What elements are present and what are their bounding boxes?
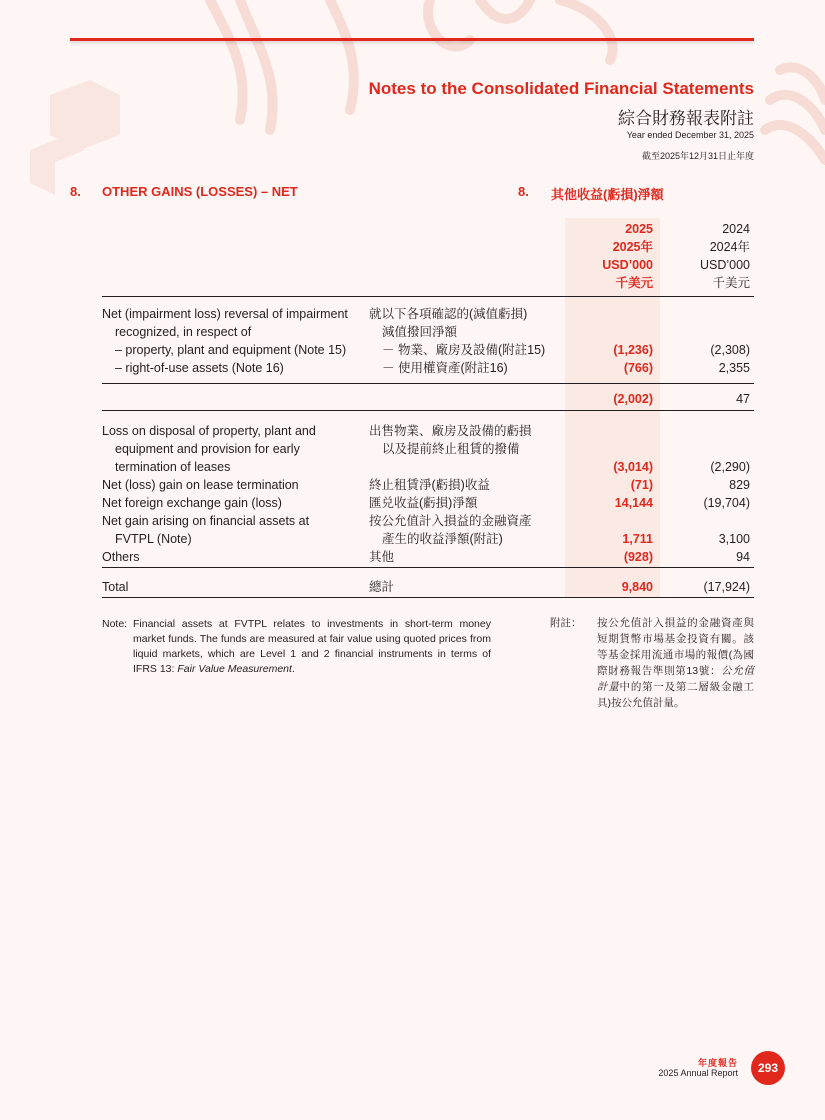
note-label-chinese: 附註： [550, 617, 582, 629]
current-value: 14,144 [614, 496, 653, 510]
table-row [0, 458, 825, 476]
current-value: (1,236) [613, 343, 653, 357]
row-label: – property, plant and equipment (Note 15) [115, 343, 347, 357]
current-year-header: 2025 [625, 222, 653, 236]
total-top-rule [102, 567, 754, 568]
row-label: – right-of-use assets (Note 16) [115, 361, 284, 375]
current-year-header-chinese: 2025年 [612, 240, 653, 254]
note-label: Note: [102, 618, 128, 630]
row-label: Loss on disposal of property, plant and [102, 424, 316, 438]
row-label: Net gain arising on financial assets at [102, 514, 310, 528]
total-row [0, 578, 825, 596]
period-label-chinese: 截至2025年12月31日止年度 [641, 151, 754, 161]
subtotal-rule [102, 410, 754, 411]
page-title: Notes to the Consolidated Financial Statements [368, 79, 754, 98]
table-row [0, 440, 825, 458]
prior-value: (2,290) [710, 460, 750, 474]
page-number-badge: 293 [751, 1051, 785, 1085]
row-label: Total [102, 580, 129, 594]
table-row [0, 341, 825, 359]
current-unit-header: USD’000 [602, 258, 653, 272]
subtotal-rule [102, 383, 754, 384]
row-label: recognized, in respect of [115, 325, 252, 339]
section-title-chinese: 其他收益(虧損)淨額 [551, 187, 664, 202]
note-text: Financial assets at FVTPL relates to investments in short-term money market funds. The funds are measured at fair value using quoted prices from liquid markets, which are Level 1 and 2 financial instruments in terms of IFRS 13: Fair Value Measurement. [133, 618, 491, 675]
table-row [0, 422, 825, 440]
footer-report-title: 2025 Annual Report [658, 1068, 738, 1078]
row-label: termination of leases [115, 460, 231, 474]
current-value: 9,840 [621, 580, 653, 594]
row-label-chinese: － 使用權資產(附註16) [382, 361, 508, 375]
header-rule [70, 38, 754, 41]
subtotal-row [0, 390, 825, 408]
prior-value: 2,355 [718, 361, 750, 375]
row-label-chinese: 按公允值計入損益的金融資產 [369, 514, 532, 528]
current-value: (766) [623, 361, 653, 375]
row-label-chinese: 出售物業、廠房及設備的虧損 [369, 424, 532, 438]
prior-value: 47 [736, 392, 750, 406]
prior-value: 3,100 [718, 532, 750, 546]
period-label: Year ended December 31, 2025 [626, 130, 754, 140]
section-title: OTHER GAINS (LOSSES) – NET [102, 184, 298, 199]
row-label-chinese: 其他 [369, 550, 395, 564]
current-value: (928) [623, 550, 653, 564]
prior-value: (19,704) [703, 496, 750, 510]
row-label-chinese: 終止租賃淨(虧損)收益 [369, 478, 490, 492]
footer-report-title-chinese: 年度報告 [697, 1058, 738, 1068]
row-label-chinese: 總計 [369, 580, 395, 594]
table-row [0, 476, 825, 494]
row-label-chinese: 匯兑收益(虧損)淨額 [369, 496, 478, 510]
prior-value: (2,308) [710, 343, 750, 357]
table-header-rule [102, 296, 754, 297]
table-row [0, 359, 825, 377]
section-number-chinese: 8. [518, 184, 529, 199]
prior-year-header-chinese: 2024年 [709, 240, 750, 254]
row-label-chinese: 產生的收益淨額(附註) [382, 532, 503, 546]
current-value: (3,014) [613, 460, 653, 474]
section-number: 8. [70, 184, 81, 199]
table-row [0, 512, 825, 530]
prior-value: 829 [729, 478, 750, 492]
row-label-chinese: － 物業、廠房及設備(附註15) [382, 343, 546, 357]
table-row [0, 494, 825, 512]
table-row [0, 548, 825, 566]
row-label-chinese: 以及提前終止租賃的撥備 [382, 442, 520, 456]
table-row [0, 305, 825, 323]
row-label-chinese: 減值撥回淨額 [382, 325, 458, 339]
prior-year-header: 2024 [722, 222, 750, 236]
current-value: 1,711 [622, 532, 653, 546]
current-unit-header-chinese: 千美元 [615, 276, 653, 290]
table-row [0, 323, 825, 341]
current-value: (2,002) [613, 392, 653, 406]
current-value: (71) [630, 478, 653, 492]
prior-value: (17,924) [703, 580, 750, 594]
row-label: Net (loss) gain on lease termination [102, 478, 299, 492]
prior-value: 94 [736, 550, 750, 564]
table-row [0, 530, 825, 548]
row-label: Others [102, 550, 140, 564]
row-label-chinese: 就以下各項確認的(減值虧損) [369, 307, 528, 321]
row-label: Net (impairment loss) reversal of impairment [102, 307, 348, 321]
page-title-chinese: 綜合財務報表附註 [618, 109, 754, 128]
prior-unit-header: USD’000 [699, 258, 750, 272]
row-label: equipment and provision for early [115, 442, 300, 456]
decorative-background [0, 0, 825, 200]
prior-unit-header-chinese: 千美元 [712, 276, 750, 290]
note-text-chinese: 按公允值計入損益的金融資產與短期貨幣市場基金投資有關。該等基金採用流通市場的報價(為國際財務報告準則第13號：公允值計量中的第一及第二層級金融工具)按公允值計量。 [597, 617, 755, 709]
row-label: FVTPL (Note) [115, 532, 192, 546]
row-label: Net foreign exchange gain (loss) [102, 496, 282, 510]
total-bottom-rule [102, 597, 754, 598]
